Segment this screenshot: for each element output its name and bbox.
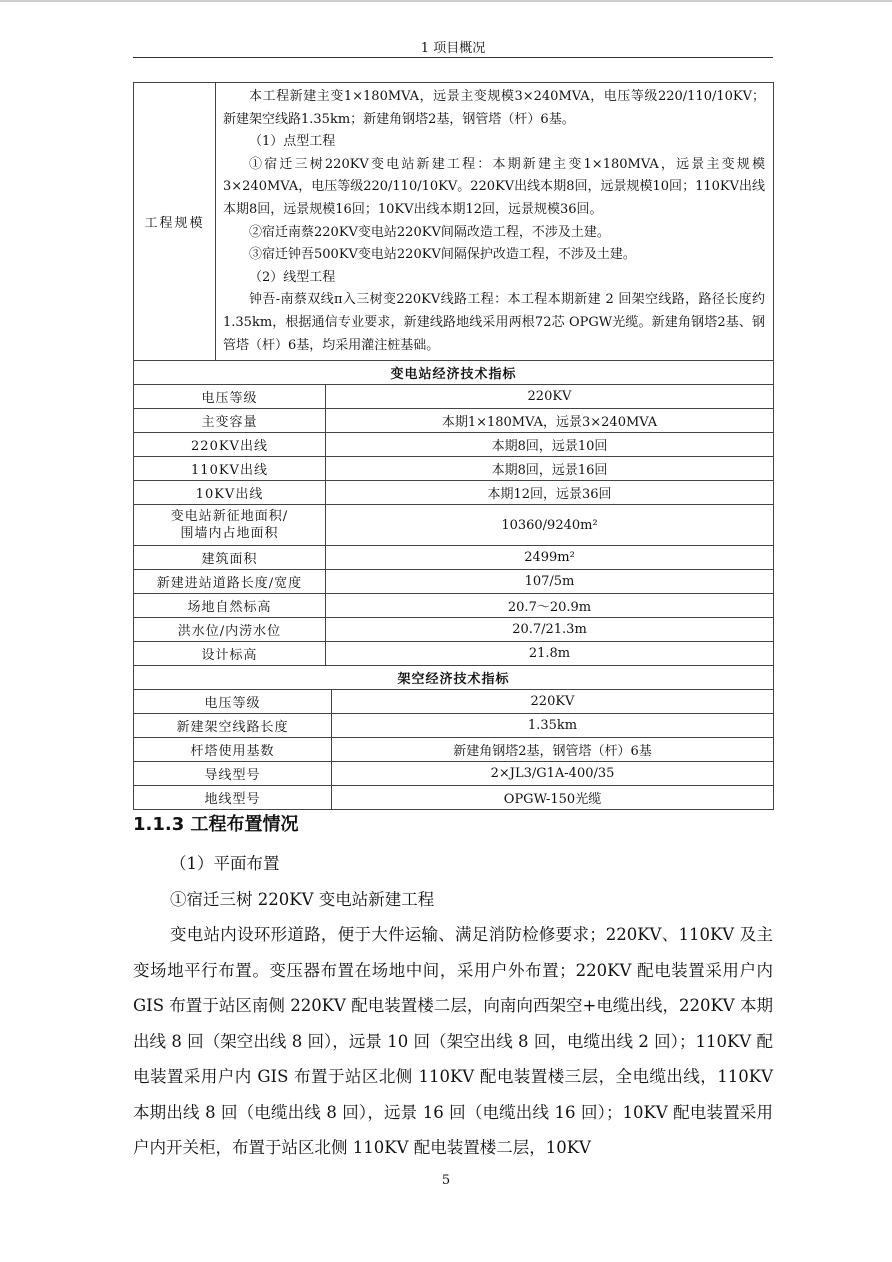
row-key: 设计标高 [134, 642, 326, 666]
substation-section-title: 变电站经济技术指标 [134, 361, 774, 385]
row-value: 本期1×180MVA，远景3×240MVA [326, 409, 774, 433]
row-key: 新建进站道路长度/宽度 [134, 570, 326, 594]
row-value: 107/5m [326, 570, 774, 594]
table-row [134, 642, 774, 666]
row-key: 110KV出线 [134, 457, 326, 481]
row-value: 220KV [326, 385, 774, 409]
table-row [134, 546, 774, 570]
row-key: 新建架空线路长度 [134, 714, 332, 738]
page-top-border [0, 0, 892, 2]
row-value: 2499m² [326, 546, 774, 570]
row-value: 本期8回，远景10回 [326, 433, 774, 457]
row-value: 21.8m [326, 642, 774, 666]
scale-paragraph: ①宿迁三树220KV变电站新建工程：本期新建主变1×180MVA，远景主变规模3×240MVA，电压等级220/110/10KV。220KV出线本期8回，远景规模10回；110KV出线本期8回，远景规模16回；10KV出线本期12回，远景规模36回。 [223, 156, 765, 217]
table-row [134, 385, 774, 409]
table-row [134, 594, 774, 618]
row-value: 10360/9240m² [326, 505, 774, 546]
table-row [134, 457, 774, 481]
row-value: 220KV [332, 690, 774, 714]
table-row [134, 762, 774, 786]
table-row [134, 618, 774, 642]
row-value: 2×JL3/G1A-400/35 [332, 762, 774, 786]
scale-paragraph: 钟吾-南蔡双线π入三树变220KV线路工程：本工程本期新建 2 回架空线路，路径长度约1.35km，根据通信专业要求，新建线路地线采用两根72芯 OPGW光缆。新建角钢塔2基、钢管塔（杆）6基，均采用灌注桩基础。 [223, 292, 765, 353]
body-paragraph: （1）平面布置 [170, 854, 280, 873]
table-row [134, 505, 774, 546]
header-rule [133, 57, 773, 58]
scale-paragraph: ③宿迁钟吾500KV变电站220KV间隔保护改造工程，不涉及土建。 [249, 247, 636, 263]
row-value: 20.7/21.3m [326, 618, 774, 642]
scale-paragraph: （2）线型工程 [249, 269, 336, 285]
page-header: 1 项目概况 [420, 41, 486, 56]
row-value: OPGW-150光缆 [332, 786, 774, 810]
row-value: 1.35km [332, 714, 774, 738]
row-key: 主变容量 [134, 409, 326, 433]
row-key: 杆塔使用基数 [134, 738, 332, 762]
row-value: 新建角钢塔2基，钢管塔（杆）6基 [332, 738, 774, 762]
table-row [134, 481, 774, 505]
scale-label: 工程规模 [134, 83, 216, 361]
table-row [134, 409, 774, 433]
table-row [134, 738, 774, 762]
scale-description [216, 83, 774, 361]
table-row [134, 786, 774, 810]
row-key: 建筑面积 [134, 546, 326, 570]
section-heading: 1.1.3 工程布置情况 [133, 814, 299, 835]
scale-paragraph: 本工程新建主变1×180MVA，远景主变规模3×240MVA，电压等级220/110/10KV；新建架空线路1.35km；新建角钢塔2基，钢管塔（杆）6基。 [223, 89, 765, 127]
scale-row [134, 83, 774, 361]
row-key: 电压等级 [134, 690, 332, 714]
row-key: 洪水位/内涝水位 [134, 618, 326, 642]
overhead-section-title: 架空经济技术指标 [134, 666, 774, 690]
table-row [134, 433, 774, 457]
page-number: 5 [441, 1173, 451, 1188]
row-key: 变电站新征地面积/围墙内占地面积 [134, 505, 326, 546]
table-row [134, 690, 774, 714]
table-row [134, 570, 774, 594]
project-overview-table [133, 82, 774, 810]
row-key: 地线型号 [134, 786, 332, 810]
body-paragraph: ①宿迁三树 220KV 变电站新建工程 [170, 889, 435, 909]
table-row [134, 714, 774, 738]
section-body [133, 846, 773, 1166]
row-key: 导线型号 [134, 762, 332, 786]
row-key: 场地自然标高 [134, 594, 326, 618]
row-key: 10KV出线 [134, 481, 326, 505]
row-value: 20.7～20.9m [326, 594, 774, 618]
scale-paragraph: ②宿迁南蔡220KV变电站220KV间隔改造工程，不涉及土建。 [249, 224, 610, 240]
row-key: 电压等级 [134, 385, 326, 409]
row-key: 220KV出线 [134, 433, 326, 457]
scale-paragraph: （1）点型工程 [249, 134, 336, 150]
body-paragraph: 变电站内设环形道路，便于大件运输、满足消防检修要求；220KV、110KV 及主变场地平行布置。变压器布置在场地中间，采用户外布置；220KV 配电装置采用户内 GIS 布置于站区南侧 220KV 配电装置楼二层，向南向西架空+电缆出线，220KV 本期出线 8 回（架空出线 8 回），远景 10 回（架空出线 8 回，电缆出线 2 回）；110KV 配电装置采用户内 GIS 布置于站区北侧 110KV 配电装置楼三层，全电缆出线，110KV 本期出线 8 回（电缆出线 8 回），远景 16 回（电缆出线 16 回）；10KV 配电装置采用户内开关柜，布置于站区北侧 110KV 配电装置楼二层，10KV [133, 925, 773, 1157]
row-value: 本期12回，远景36回 [326, 481, 774, 505]
row-value: 本期8回，远景16回 [326, 457, 774, 481]
